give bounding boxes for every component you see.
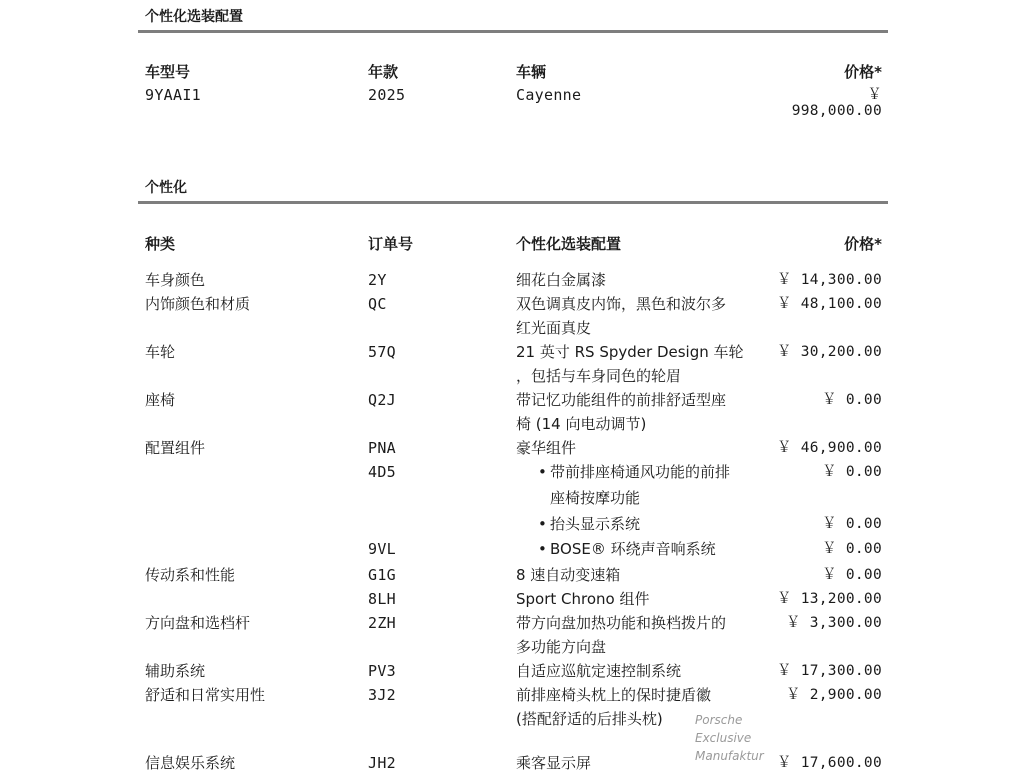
- category-label: 内饰颜色和材质: [145, 295, 251, 313]
- option-text: 双色调真皮内饰，黑色和波尔多: [516, 295, 727, 313]
- order-code: 2Y: [368, 271, 387, 289]
- option-price: ￥ 17,300.00: [776, 663, 882, 679]
- header-model-code: 车型号: [145, 63, 191, 81]
- option-text: ，包括与车身同色的轮眉: [516, 367, 682, 385]
- order-code: 57Q: [368, 343, 396, 361]
- option-text-line: (搭配舒适的后排头枕): [516, 710, 663, 728]
- exclusive-manufaktur-note: Porsche Exclusive Manufaktur: [695, 713, 764, 763]
- order-code: PNA: [368, 439, 396, 457]
- order-code: QC: [368, 295, 387, 313]
- section-divider: [138, 201, 888, 204]
- order-code: Q2J: [368, 391, 396, 409]
- order-code: 9VL: [368, 540, 396, 558]
- option-text: 细花白金属漆: [516, 271, 607, 289]
- header-year: 年款: [368, 63, 399, 81]
- option-text: [516, 707, 663, 731]
- category-label: 车轮: [145, 343, 176, 361]
- option-text: 21 英寸 RS Spyder Design 车轮: [516, 343, 744, 361]
- option-text: 座椅按摩功能: [550, 489, 641, 507]
- category-label: 信息娱乐系统: [145, 754, 236, 772]
- personalization-section-title: 个性化: [145, 180, 187, 196]
- option-text: Sport Chrono 组件: [516, 590, 650, 608]
- order-code: JH2: [368, 754, 396, 772]
- vehicle-value: Cayenne: [516, 86, 582, 104]
- order-code: 8LH: [368, 590, 396, 608]
- option-price: ￥ 2,900.00: [785, 687, 882, 703]
- option-text: 乘客显示屏: [516, 754, 592, 772]
- option-text: 椅 (14 向电动调节): [516, 415, 647, 433]
- option-price: ￥ 0.00: [822, 541, 882, 557]
- option-text: 多功能方向盘: [516, 638, 607, 656]
- header-price: 价格*: [844, 235, 882, 253]
- option-price: ￥ 0.00: [822, 567, 882, 583]
- option-text: 前排座椅头枕上的保时捷盾徽: [516, 686, 712, 704]
- option-price: ￥ 0.00: [822, 464, 882, 480]
- order-code: G1G: [368, 566, 396, 584]
- order-code: 2ZH: [368, 614, 396, 632]
- header-vehicle: 车辆: [516, 63, 547, 81]
- option-text: BOSE® 环绕声音响系统: [550, 540, 716, 558]
- option-text: 带方向盘加热功能和换档拨片的: [516, 614, 727, 632]
- order-code: PV3: [368, 662, 396, 680]
- option-price: ￥ 0.00: [822, 392, 882, 408]
- section-divider: [138, 30, 888, 33]
- bullet-icon: •: [538, 540, 547, 558]
- option-price: ￥ 48,100.00: [776, 296, 882, 312]
- option-text: 8 速自动变速箱: [516, 566, 621, 584]
- category-label: 方向盘和选档杆: [145, 614, 251, 632]
- vehicle-price-currency: ￥: [867, 87, 882, 103]
- option-price: ￥ 30,200.00: [776, 344, 882, 360]
- option-text: 带记忆功能组件的前排舒适型座: [516, 391, 727, 409]
- category-label: 舒适和日常实用性: [145, 686, 266, 704]
- vehicle-price-value: 998,000.00: [791, 103, 882, 119]
- option-price: ￥ 14,300.00: [776, 272, 882, 288]
- order-code: 3J2: [368, 686, 396, 704]
- option-price: ￥ 46,900.00: [776, 440, 882, 456]
- header-order-no: 订单号: [368, 235, 414, 253]
- option-text: 红光面真皮: [516, 319, 592, 337]
- option-text: 自适应巡航定速控制系统: [516, 662, 682, 680]
- option-text: 带前排座椅通风功能的前排: [550, 463, 731, 481]
- option-price: ￥ 17,600.00: [776, 755, 882, 771]
- category-label: 辅助系统: [145, 662, 206, 680]
- category-label: 传动系和性能: [145, 566, 236, 584]
- category-label: 座椅: [145, 391, 176, 409]
- year-value: 2025: [368, 86, 406, 104]
- header-category: 种类: [145, 235, 176, 253]
- header-price: 价格*: [844, 63, 882, 81]
- bullet-icon: •: [538, 463, 547, 481]
- option-price: ￥ 13,200.00: [776, 591, 882, 607]
- option-price: ￥ 0.00: [822, 516, 882, 532]
- model-code-value: 9YAAI1: [145, 86, 201, 104]
- option-text: 豪华组件: [516, 439, 577, 457]
- bullet-icon: •: [538, 515, 547, 533]
- header-option: 个性化选装配置: [516, 235, 622, 253]
- category-label: 车身颜色: [145, 271, 206, 289]
- category-label: 配置组件: [145, 439, 206, 457]
- option-price: ￥ 3,300.00: [785, 615, 882, 631]
- vehicle-section-title: 个性化选装配置: [145, 9, 243, 25]
- option-text: 抬头显示系统: [550, 515, 641, 533]
- order-code: 4D5: [368, 463, 396, 481]
